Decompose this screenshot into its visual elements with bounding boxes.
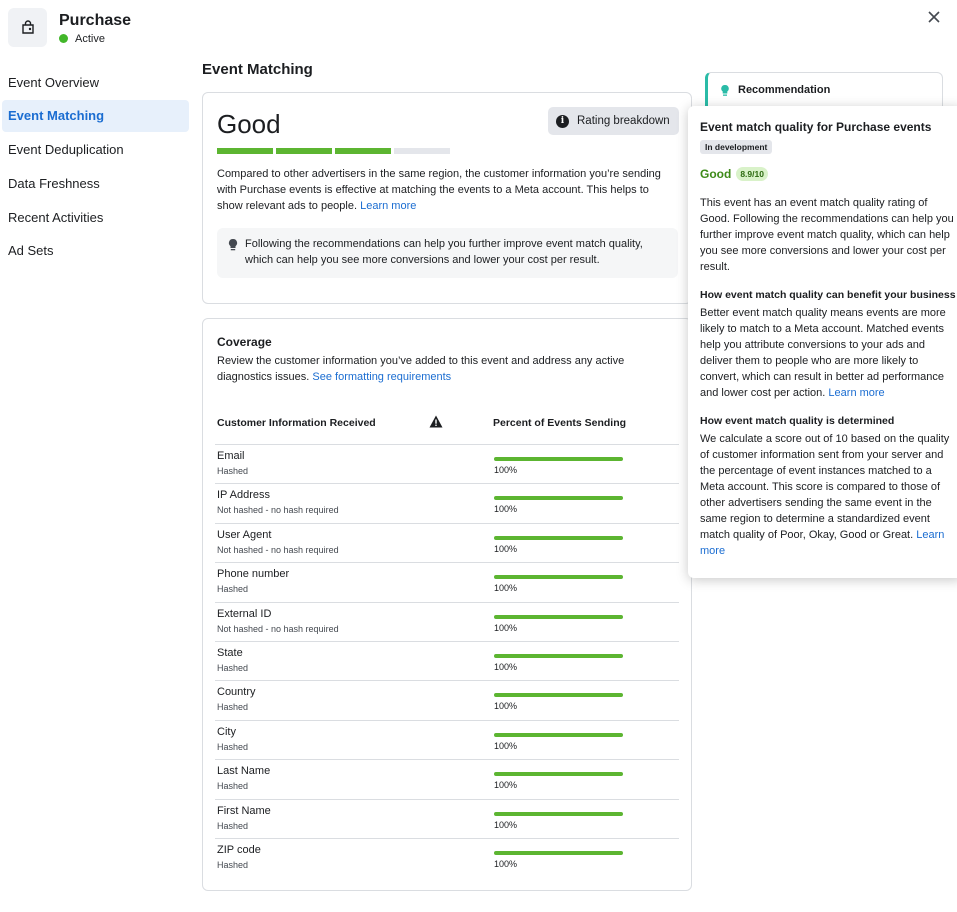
row-hash-status: Hashed [217, 702, 249, 713]
row-name: First Name [217, 804, 271, 817]
sidebar-item-data-freshness[interactable]: Data Freshness [8, 175, 100, 191]
rating-word: Good [217, 109, 281, 139]
page-title: Purchase [59, 11, 132, 29]
recommendation-tip [217, 228, 678, 278]
sidebar-item-ad-sets[interactable]: Ad Sets [8, 243, 54, 259]
row-percent: 100% [494, 465, 518, 475]
popover-title: Event match quality for Purchase events [700, 120, 932, 134]
table-row [215, 602, 679, 641]
rating-description-text: Compared to other advertisers in the same region, the customer information you’re sending with Purchase events is effective at matching the events to a Meta account. This helps to show relevant ads to people. [217, 168, 661, 212]
rating-breakdown-button[interactable] [548, 107, 679, 135]
sidebar-item-event-overview[interactable]: Event Overview [8, 74, 100, 90]
event-match-quality-popover [688, 106, 957, 578]
table-row [215, 680, 679, 719]
row-hash-status: Hashed [217, 741, 249, 752]
row-percent: 100% [494, 701, 518, 712]
row-percent: 100% [494, 819, 518, 830]
determined-text-body: We calculate a score out of 10 based on the quality of customer information sent from your server and the percentage of event instances matched to a Meta account. This score is compared to those of other advertisers sending the same event in the same region to determine a standardized event match quality of Poor, Okay, Good or Great. [700, 433, 950, 541]
column-header-percent: Percent of Events Sending [493, 417, 627, 429]
row-percent: 100% [494, 661, 518, 672]
row-hash-status: Hashed [217, 781, 249, 792]
row-hash-status: Hashed [217, 859, 249, 870]
event-header [8, 8, 131, 47]
info-icon: i [556, 115, 569, 128]
popover-rating-word: Good [700, 167, 732, 181]
close-icon[interactable] [926, 9, 942, 25]
lightbulb-icon [227, 238, 239, 252]
status-dot [59, 34, 68, 43]
benefit-text-body: Better event match quality means events are more likely to match to a Meta account. Matched events help you attribute conversions to your ads and deliver them to people who are more likely to convert, which can result in better ad performance and lower cost per action. [700, 307, 946, 399]
sidebar-item-event-deduplication[interactable]: Event Deduplication [8, 142, 124, 158]
percent-bar [494, 654, 623, 658]
row-name: External ID [217, 607, 272, 620]
percent-bar [494, 772, 623, 776]
popover-intro: This event has an event match quality rating of Good. Following the recommendations can help you further improve event match quality, which can help you see more conversions and lower your cost per result. [700, 197, 954, 273]
rating-segment [335, 148, 391, 154]
row-hash-status: Not hashed - no hash required [217, 623, 339, 634]
percent-bar [494, 851, 623, 855]
table-row [215, 641, 679, 680]
coverage-title: Coverage [217, 335, 272, 349]
row-name: Last Name [217, 765, 271, 778]
table-row [215, 838, 679, 877]
table-row [215, 444, 679, 483]
percent-bar [494, 733, 623, 737]
row-percent: 100% [494, 858, 518, 869]
row-hash-status: Hashed [217, 466, 249, 476]
recommendation-label: Recommendation [738, 84, 831, 96]
row-hash-status: Hashed [217, 584, 249, 595]
in-development-badge: In development [700, 140, 772, 154]
tip-text: Following the recommendations can help you further improve event match quality, which can help you see more conversions and lower your cost per result. [245, 238, 643, 266]
warning-icon[interactable] [429, 415, 443, 428]
row-name: User Agent [217, 528, 272, 541]
row-name: State [217, 646, 243, 659]
row-name: Email [217, 450, 245, 462]
row-name: ZIP code [217, 843, 261, 856]
row-hash-status: Hashed [217, 662, 249, 673]
row-hash-status: Hashed [217, 820, 249, 831]
rating-description [217, 166, 667, 214]
row-percent: 100% [494, 543, 518, 554]
percent-bar [494, 575, 623, 579]
section-title: Event Matching [202, 61, 313, 78]
coverage-description-text: Review the customer information you’ve added to this event and address any active diagnostics issues. [217, 355, 625, 383]
row-name: Phone number [217, 568, 290, 581]
table-row [215, 720, 679, 759]
rating-card [202, 92, 692, 304]
rating-segment [276, 148, 332, 154]
sidebar-item-event-matching[interactable]: Event Matching [2, 100, 189, 132]
rating-progress-bar [217, 148, 450, 154]
coverage-card [202, 318, 692, 891]
percent-bar [494, 812, 623, 816]
sidebar-item-recent-activities[interactable]: Recent Activities [8, 209, 104, 225]
table-row [215, 562, 679, 601]
status-label: Active [75, 32, 105, 45]
determined-heading: How event match quality is determined [700, 415, 895, 427]
row-percent: 100% [494, 740, 518, 751]
shopping-bag-icon [8, 8, 47, 47]
determined-learn-more-link[interactable]: Learn more [700, 529, 945, 557]
rating-segment [217, 148, 273, 154]
percent-bar [494, 457, 623, 461]
percent-bar [494, 615, 623, 619]
coverage-description [217, 353, 657, 385]
row-name: IP Address [217, 489, 270, 502]
rating-breakdown-label: Rating breakdown [577, 115, 670, 127]
benefit-heading: How event match quality can benefit your business [700, 289, 956, 301]
learn-more-link[interactable]: Learn more [360, 200, 417, 212]
table-row [215, 759, 679, 798]
row-name: City [217, 725, 236, 738]
table-row [215, 523, 679, 562]
row-percent: 100% [494, 622, 518, 633]
row-name: Country [217, 686, 256, 699]
determined-text [700, 431, 955, 559]
formatting-requirements-link[interactable]: See formatting requirements [312, 371, 452, 383]
row-percent: 100% [494, 583, 518, 594]
rating-segment [394, 148, 450, 154]
sidebar-nav [2, 66, 189, 269]
table-row [215, 483, 679, 522]
row-hash-status: Not hashed - no hash required [217, 544, 339, 555]
score-badge: 8.9/10 [736, 167, 768, 181]
table-row [215, 799, 679, 838]
percent-bar [494, 693, 623, 697]
percent-bar [494, 496, 623, 500]
row-hash-status: Not hashed - no hash required [217, 505, 339, 516]
coverage-table [215, 444, 679, 877]
lightbulb-icon [720, 84, 730, 98]
benefit-text [700, 305, 955, 401]
row-percent: 100% [494, 504, 518, 515]
row-percent: 100% [494, 780, 518, 791]
column-header-info: Customer Information Received [217, 417, 376, 429]
benefit-learn-more-link[interactable]: Learn more [828, 387, 885, 399]
percent-bar [494, 536, 623, 540]
